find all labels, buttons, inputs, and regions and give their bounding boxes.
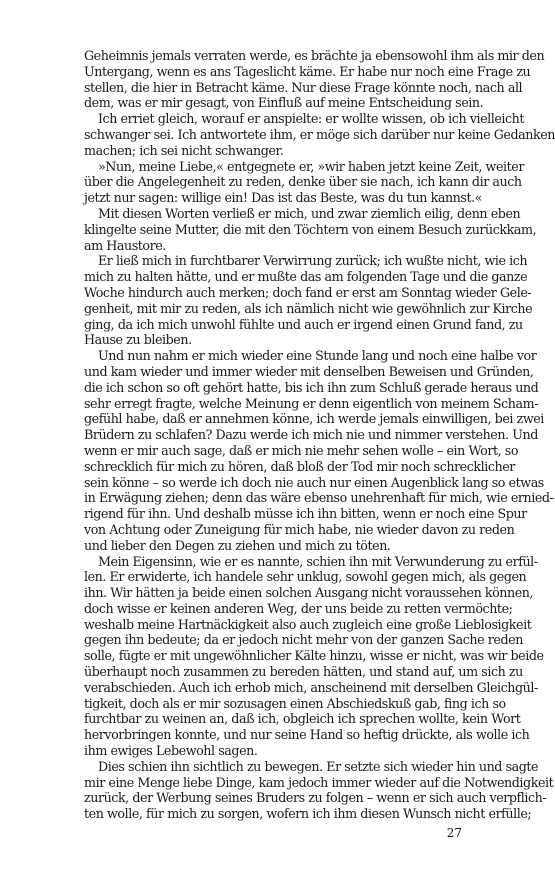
text-line: machen; ich sei nicht schwanger. [84,142,284,158]
text-line: über die Angelegenheit zu reden, denke über sie nach, ich kann dir auch [84,174,522,190]
text-line: ging, da ich mich unwohl fühlte und auch er irgend einen Grund fand, zu [84,316,523,332]
text-line: doch wisse er keinen anderen Weg, der uns beide zu retten vermöchte; [84,600,513,616]
text-line: len. Er erwiderte, ich handele sehr unklug, sowohl gegen mich, als gegen [84,569,527,585]
text-line: und kam wieder und immer wieder mit denselben Beweisen und Gründen, [84,363,534,379]
text-line: Mit diesen Worten verließ er mich, und zwar ziemlich eilig, denn eben [98,205,521,221]
paragraph [84,205,537,253]
paragraph [84,553,544,759]
text-line: ihm ewiges Lebewohl sagen. [84,743,258,759]
text-line: gegen ihn bedeute; da er jedoch nicht mehr von der ganzen Sache reden [84,632,523,648]
text-line: Er ließ mich in furchtbarer Verwirrung zurück; ich wußte nicht, wie ich [98,253,528,269]
text-line: in Erwägung ziehen; denn das wäre ebenso unehrenhaft für mich, wie ernied- [84,490,554,506]
text-line: hervorbringen konnte, und nur seine Hand so heftig drückte, als wolle ich [84,727,530,743]
text-line: und lieber den Degen zu ziehen und mich zu töten. [84,537,391,553]
page-number: 27 [446,826,462,840]
text-line: klingelte seine Mutter, die mit den Töchtern von einem Besuch zurückkam, [84,221,537,237]
text-line: tigkeit, doch als er mir sozusagen einen Abschiedskuß gab, fing ich so [84,695,506,711]
text-line: Und nun nahm er mich wieder eine Stunde lang und noch eine halbe vor [98,348,537,364]
text-line: schwanger sei. Ich antwortete ihm, er möge sich darüber nur keine Gedanken [84,126,555,142]
text-line: rigend für ihn. Und deshalb müsse ich ihn bitten, wenn er noch eine Spur [84,506,527,522]
text-line: von Achtung oder Zuneigung für mich habe, nie wieder davon zu reden [84,521,515,537]
paragraph [84,111,555,158]
text-line: solle, fügte er mit ungewöhnlicher Kälte hinzu, wisse er nicht, was wir beide [84,648,544,664]
paragraph [84,348,554,553]
paragraph [84,253,533,348]
text-line: Mein Eigensinn, wie er es nannte, schien ihn mit Verwunderung zu erfül- [98,553,538,569]
text-line: überhaupt noch zusammen zu bereden hätten, und stand auf, um sich zu [84,664,523,680]
text-line: am Haustore. [84,237,166,253]
text-line: ihn. Wir hätten ja beide einen solchen Ausgang nicht voraussehen können, [84,585,534,601]
text-line: weshalb meine Hartnäckigkeit also auch zugleich eine große Lieblosigkeit [84,616,532,632]
text-line: Hause zu bleiben. [84,332,192,348]
text-line: Geheimnis jemals verraten werde, es brächte ja ebensowohl ihm als mir den [84,48,545,63]
text-line: sehr erregt fragte, welche Meinung er denn eigentlich von meinem Scham- [84,395,539,411]
text-line: mir eine Menge liebe Dinge, kam jedoch immer wieder auf die Notwendigkeit [84,774,554,790]
paragraph [84,758,554,822]
paragraph [84,158,524,206]
text-line: stellen, die hier in Betracht käme. Nur diese Frage könnte noch, nach all [84,79,523,95]
text-line: furchtbar zu weinen an, daß ich, obgleich ich sprechen wollte, kein Wort [84,711,521,727]
text-line: zurück, der Werbung seines Bruders zu folgen – wenn er sich auch verpflich- [84,790,547,806]
text-line: Untergang, wenn es ans Tageslicht käme. Er habe nur noch eine Frage zu [84,63,531,79]
text-line: Ich erriet gleich, worauf er anspielte: er wollte wissen, ob ich vielleicht [98,111,525,127]
text-line: Woche hindurch auch merken; doch fand er erst am Sonntag wieder Gele- [84,284,532,300]
text-line: verabschieden. Auch ich erhob mich, anscheinend mit derselben Gleichgül- [84,679,538,695]
text-line: wenn er mir auch sage, daß er mich nie mehr sehen wolle – ein Wort, so [84,442,519,458]
text-line: Brüdern zu schlafen? Dazu werde ich mich nie und nimmer verstehen. Und [84,427,538,443]
text-line: schrecklich für mich zu hören, daß bloß der Tod mir noch schrecklicher [84,458,515,474]
text-line: ten wolle, für mich zu sorgen, wofern ich ihm diesen Wunsch nicht erfülle; [84,806,532,822]
text-line: jetzt nur sagen: willige ein! Das ist das Beste, was du tun kannst.« [84,190,482,206]
text-line: »Nun, meine Liebe,« entgegnete er, »wir haben jetzt keine Zeit, weiter [98,158,524,174]
text-line: sein könne – so werde ich doch nie auch nur einen Augenblick lang so etwas [84,474,544,490]
text-line: gefühl habe, daß er annehmen könne, ich werde jemals einwilligen, bei zwei [84,411,544,427]
text-line: die ich schon so oft gehört hatte, bis ich ihn zum Schluß gerade heraus und [84,379,539,395]
body-text [84,48,555,822]
paragraph [84,48,545,111]
text-line: mich zu halten hätte, und er mußte das am folgenden Tage und die ganze [84,269,528,285]
text-line: dem, was er mir gesagt, von Einfluß auf meine Entscheidung sein. [84,95,484,111]
text-line: Dies schien ihn sichtlich zu bewegen. Er setzte sich wieder hin und sagte [98,758,539,774]
text-line: genheit, mit mir zu reden, als ich nämlich nicht wie gewöhnlich zur Kirche [84,300,533,316]
